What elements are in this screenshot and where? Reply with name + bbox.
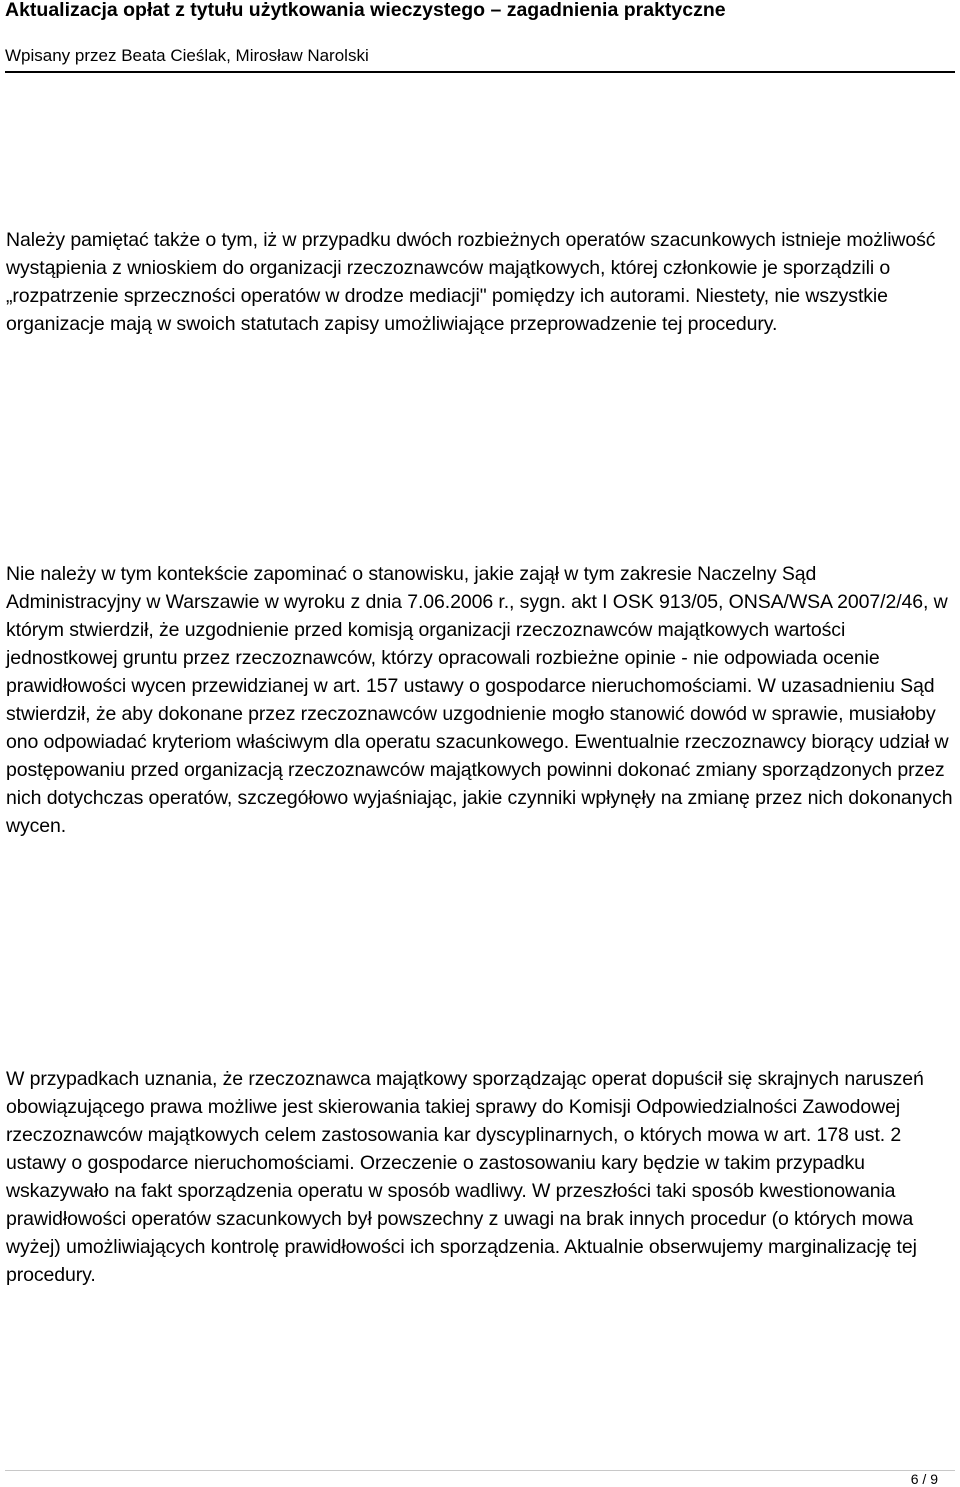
paragraph-disciplinary: W przypadkach uznania, że rzeczoznawca majątkowy sporządzając operat dopuścił się skrajnych naruszeń obowiązującego prawa możliwe jest skierowania takiej sprawy do Komisji Odpowiedzialności Zawodowej rzeczoznawców majątkowych celem zastosowania kar dyscyplinarnych, o których mowa w art. 178 ust. 2 ustawy o gospodarce nieruchomościami. Orzeczenie o zastosowaniu kary będzie w takim przypadku wskazywało na fakt sporządzenia operatu w sposób wadliwy. W przeszłości taki sposób kwestionowania prawidłowości operatów szacunkowych był powszechny z uwagi na brak innych procedur (o których mowa wyżej) umożliwiających kontrolę prawidłowości ich sporządzenia. Aktualnie obserwujemy marginalizację tej procedury. <box>6 1068 924 1286</box>
document-title: Aktualizacja opłat z tytułu użytkowania wieczystego – zagadnienia praktyczne <box>5 0 726 21</box>
header-divider <box>5 71 955 73</box>
footer-divider <box>5 1470 955 1471</box>
document-authors: Wpisany przez Beata Cieślak, Mirosław Narolski <box>5 46 369 65</box>
paragraph-nsa-ruling: Nie należy w tym kontekście zapominać o stanowisku, jakie zajął w tym zakresie Naczelny Sąd Administracyjny w Warszawie w wyroku z dnia 7.06.2006 r., sygn. akt I OSK 913/05, ONSA/WSA 2007/2/46, w którym stwierdził, że uzgodnienie przed komisją organizacji rzeczoznawców majątkowych wartości jednostkowej gruntu przez rzeczoznawców, którzy opracowali rozbieżne opinie - nie odpowiada ocenie prawidłowości wycen przewidzianej w art. 157 ustawy o gospodarce nieruchomościami. W uzasadnieniu Sąd stwierdził, że aby dokonane przez rzeczoznawców uzgodnienie mogło stanowić dowód w sprawie, musiałoby ono odpowiadać kryteriom właściwym dla operatu szacunkowego. Ewentualnie rzeczoznawcy biorący udział w postępowaniu przed organizacją rzeczoznawców majątkowych powinni dokonać zmiany sporządzonych przez nich dotychczas operatów, szczegółowo wyjaśniając, jakie czynniki wpłynęły na zmianę przez nich dokonanych wycen. <box>6 563 953 837</box>
page-number: 6 / 9 <box>910 1471 938 1487</box>
paragraph-mediation: Należy pamiętać także o tym, iż w przypadku dwóch rozbieżnych operatów szacunkowych istnieje możliwość wystąpienia z wnioskiem do organizacji rzeczoznawców majątkowych, której członkowie je sporządzili o „rozpatrzenie sprzeczności operatów w drodze mediacji" pomiędzy ich autorami. Niestety, nie wszystkie organizacje mają w swoich statutach zapisy umożliwiające przeprowadzenie tej procedury. <box>6 229 936 335</box>
